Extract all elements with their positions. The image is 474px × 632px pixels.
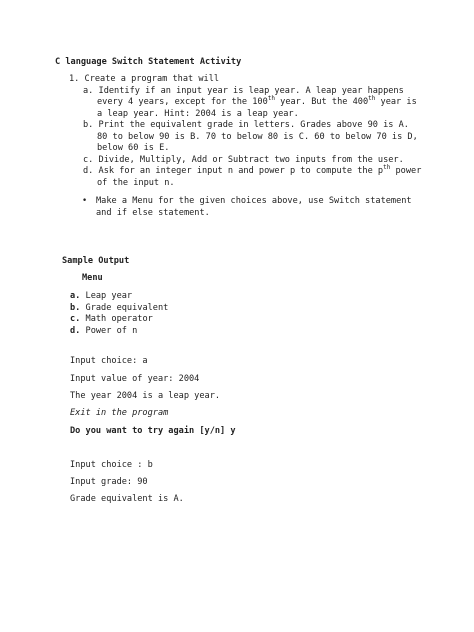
item-b-line-2: 80 to below 90 is B. 70 to below 80 is C. 60 to below 70 is D, [97,131,418,142]
menu-item-c: c. Math operator [70,314,153,324]
menu-item-b: b. Grade equivalent [70,302,169,313]
activity-list [69,74,429,189]
document-title: C language Switch Statement Activity [55,57,242,67]
item-d-line-1: d. Ask for an integer input n and power p to compute the $p^{th}$ power [83,164,422,176]
item-c-line-1: c. Divide, Multiply, Add or Subtract two inputs from the user. [83,154,404,165]
menu-item-d: d. Power of n [70,325,138,336]
run2-input-grade: Input grade: 90 [70,477,148,487]
run1-try-again-prompt: Do you want to try again [y/n] y [70,426,236,436]
item-a-line-3: a leap year. Hint: 2004 is a leap year. [97,108,299,119]
item-b-line-1: b. Print the equivalent grade in letters. Grades above 90 is A. [83,120,409,130]
menu-list [70,291,168,337]
run1-input-year: Input value of year: 2004 [70,374,200,384]
run1-input-choice: Input choice: a [70,356,148,366]
bullet-dot-icon: • [82,196,88,206]
menu-item-a: a. Leap year [70,291,133,301]
list-item-1: 1. Create a program that will [69,74,220,84]
run1-result: The year 2004 is a leap year. [70,391,221,401]
item-b-line-3: below 60 is E. [97,143,170,153]
bullet-item [82,196,432,219]
run2-result: Grade equivalent is A. [70,494,184,504]
run1-exit-message: Exit in the program [70,408,169,418]
item-a-line-1: a. Identify if an input year is leap year. A leap year happens [83,85,404,96]
bullet-line-2: and if else statement. [96,207,210,218]
run2-input-choice: Input choice : b [70,460,153,470]
item-d-line-2: of the input n. [97,177,175,188]
menu-title: Menu [82,273,103,283]
sample-output-heading: Sample Output [62,256,130,266]
item-a-line-2: every 4 years, except for the 100th year. But the 400th year is [97,95,417,107]
bullet-line-1: Make a Menu for the given choices above, use Switch statement [96,196,412,206]
